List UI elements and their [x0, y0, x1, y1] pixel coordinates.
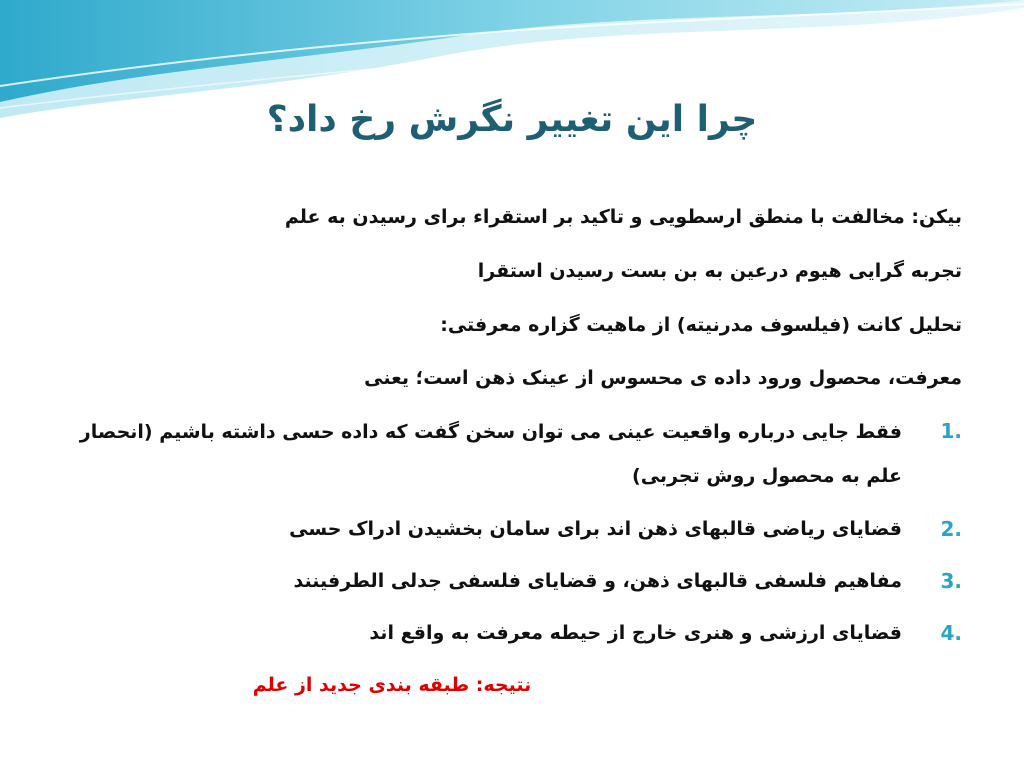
numbered-item-4	[62, 612, 962, 654]
body-line-knowledge: معرفت، محصول ورود داده ی محسوس از عینک ذهن است؛ یعنی	[364, 367, 962, 389]
item-text: قضایای ارزشی و هنری خارج از حیطه معرفت به واقع اند	[369, 622, 902, 644]
slide-body	[62, 196, 962, 706]
item-text: فقط جایی درباره واقعیت عینی می توان سخن گفت که داده حسی داشته باشیم (انحصار علم به محصول روش تجربی)	[79, 421, 902, 487]
body-line-bacon: بیکن: مخالفت با منطق ارسطویی و تاکید بر استقراء برای رسیدن به علم	[284, 206, 962, 228]
numbered-item-1	[62, 410, 962, 498]
body-line-kant: تحلیل کانت (فیلسوف مدرنیته) از ماهیت گزاره معرفتی:	[440, 314, 962, 336]
conclusion-text: نتیجه: طبقه بندی جدید از علم	[252, 674, 532, 696]
item-text: قضایای ریاضی قالبهای ذهن اند برای سامان بخشیدن ادراک حسی	[289, 518, 902, 540]
item-number: 2.	[940, 517, 962, 541]
numbered-item-2	[62, 508, 962, 550]
item-number: 1.	[940, 419, 962, 443]
numbered-item-3	[62, 560, 962, 602]
slide-title: چرا این تغییر نگرش رخ داد؟	[266, 99, 758, 140]
item-number: 4.	[940, 621, 962, 645]
item-number: 3.	[940, 569, 962, 593]
item-text: مفاهیم فلسفی قالبهای ذهن، و قضایای فلسفی جدلی الطرفینند	[293, 570, 902, 592]
body-line-hume: تجربه گرایی هیوم درعین به بن بست رسیدن استقرا	[477, 260, 962, 282]
